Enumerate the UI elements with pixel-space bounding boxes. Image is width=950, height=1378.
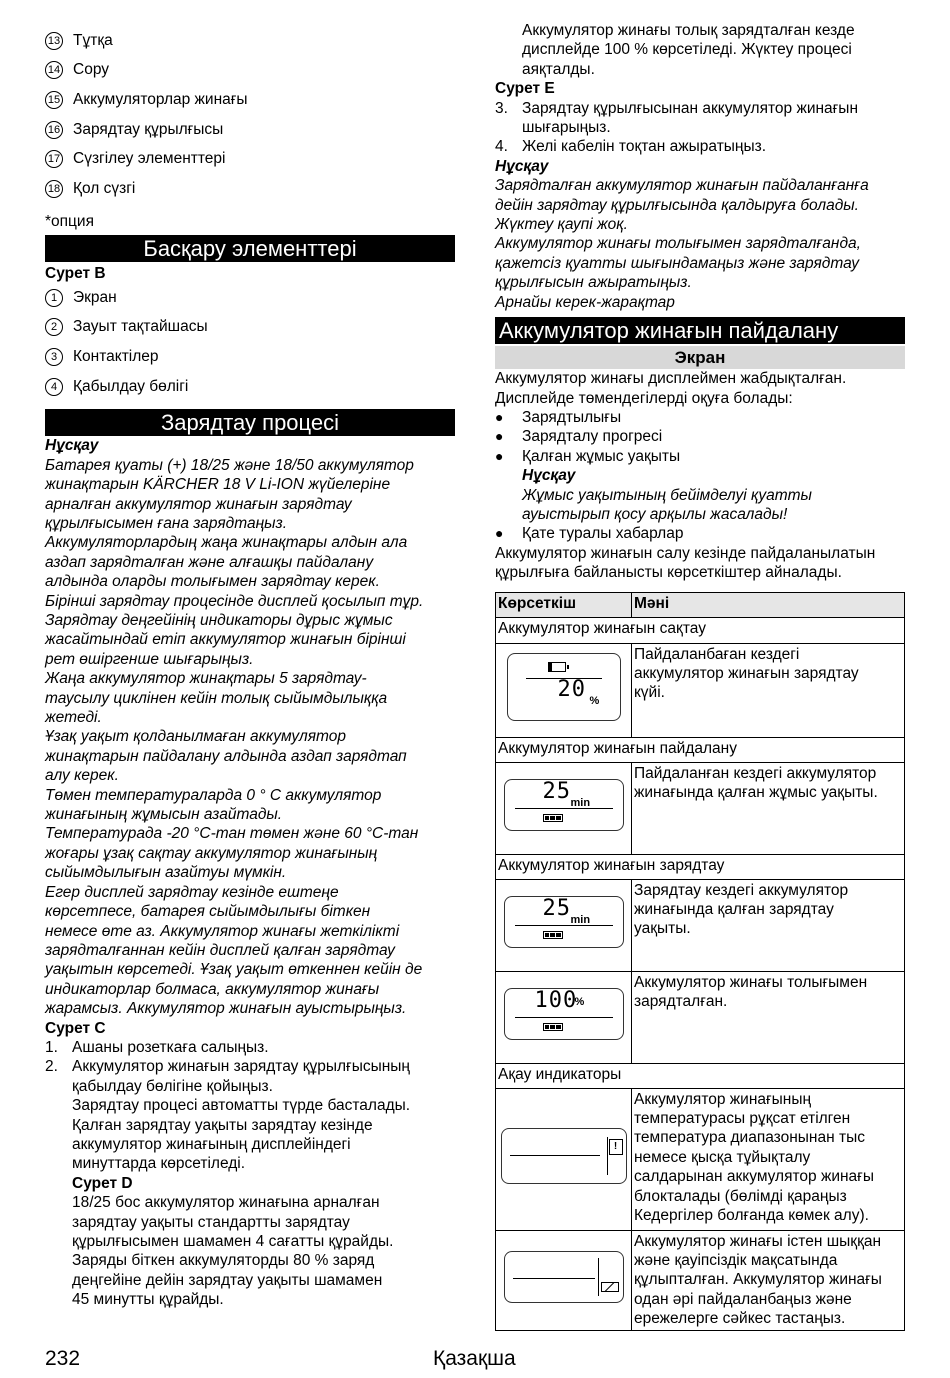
thermometer-icon: !	[609, 1139, 623, 1155]
step-4-text: Желі кабелін тоқтан ажыратыңыз.	[522, 138, 767, 156]
bullet-text: Қалған жұмыс уақыты	[522, 447, 681, 465]
item-label: Контактілер	[73, 347, 159, 365]
sub-note-label: Нұсқау	[522, 467, 576, 485]
item-label: Зауыт тақтайшасы	[73, 318, 208, 336]
text-line: аккумулятор жинағының дисплейіндегі	[72, 1135, 351, 1153]
storage-note	[495, 176, 905, 312]
text-line: Аккумулятор жинағының	[634, 1090, 812, 1108]
legend-item	[45, 174, 455, 204]
text-line: уақыты.	[634, 920, 691, 938]
table-section: Аккумулятор жинағын пайдалану	[496, 737, 905, 762]
text-line: Қалған зарядтау уақыты зарядтау кезінде	[72, 1116, 373, 1134]
text-line: құрылғысымен шамамен 4 сағатты құрайды.	[72, 1233, 394, 1250]
text-line: зарядталғаннан кейін дисплей қалған зарядтау	[45, 941, 395, 959]
note-label: Нұсқау	[45, 437, 99, 455]
figure-c-label: Сурет C	[45, 1019, 106, 1037]
step-3-text	[522, 99, 858, 138]
step-1-number: 1.	[45, 1038, 58, 1056]
text-line: температура диапазонынан тыс	[634, 1129, 865, 1147]
text-line: деңгейіне дейін зарядтау уақыты шамамен	[72, 1271, 383, 1289]
text-line: немесе қысқа тұйықталу	[634, 1148, 811, 1166]
bullet-dot: ●	[495, 447, 504, 464]
control-item	[45, 313, 455, 343]
text-line: Бірінші зарядтау процесінде дисплей қосылып тұр.	[45, 592, 424, 610]
text-line: арналған аккумулятор жинағын зарядтау	[45, 495, 352, 513]
battery-icon	[543, 931, 563, 939]
text-line: қабылдау бөлігіне қойыңыз.	[72, 1077, 273, 1095]
indicator-table	[495, 592, 905, 1331]
text-line: Зарядтау кездегі аккумулятор	[634, 881, 849, 899]
text-line: күйі.	[634, 684, 665, 702]
bullet-item	[495, 408, 905, 427]
lcd-unit: %	[574, 996, 585, 1009]
lcd-usage	[496, 762, 632, 854]
text-line: жоғары ұзақ сақтау аккумулятор жинағының	[45, 844, 378, 862]
text-line: Арнайы керек-жарақтар	[495, 293, 675, 311]
text-line: Зарядталған аккумулятор жинағын пайдаланғанға	[495, 177, 869, 195]
text-line: Аккумулятор жинағын зарядтау құрылғысының	[72, 1058, 410, 1076]
item-number: 17	[45, 150, 63, 168]
item-number: 3	[45, 348, 63, 366]
item-number: 4	[45, 378, 63, 396]
lcd-display	[504, 779, 624, 831]
text-line: ауыстырып қосу арқылы жасалады!	[522, 505, 788, 523]
lcd-value: 20	[557, 677, 586, 703]
bullet-dot: ●	[495, 408, 504, 425]
text-line: Төмен температураларда 0 ° C аккумулятор	[45, 786, 382, 804]
text-line: Зарядтау деңгейінің индикаторы дұрыс жұмыс	[45, 612, 393, 629]
controls-heading: Басқару элементтері	[45, 235, 455, 262]
text-line: одан әрі пайдаланбаңыз және	[634, 1290, 852, 1308]
lcd-storage	[496, 643, 632, 737]
text-line: уақытын көрсетеді. Ұзақ уақыт өткеннен кейін де	[45, 961, 423, 979]
text-line: Зарядтау құрылғысынан аккумулятор жинағын	[522, 99, 859, 117]
bullet-dot: ●	[495, 525, 504, 542]
figure-e-label: Сурет E	[495, 80, 555, 98]
text-line: жарамсыз. Аккумулятор жинағын ауыстырыңыз.	[45, 1000, 407, 1018]
text-line: жинақтарын пайдалану алдында аздап зарядтап	[45, 747, 407, 765]
text-line: аяқталды.	[522, 60, 595, 78]
battery-icon	[543, 814, 563, 822]
step-2-text	[72, 1057, 410, 1173]
sub-note-text	[522, 486, 905, 525]
text-line: құрылғыға байланысты көрсеткіштер айналады.	[495, 564, 842, 582]
lcd-unit: min	[570, 797, 591, 810]
battery-icon	[543, 1023, 563, 1031]
text-line: және қауіпсіздік мақсатында	[634, 1251, 838, 1269]
item-number: 13	[45, 32, 63, 50]
bullet-text: Зарядтылығы	[522, 408, 622, 426]
text-line: Кедергілер болғанда көмек алу).	[634, 1207, 869, 1224]
item-number: 15	[45, 91, 63, 109]
footer-language: Қазақша	[433, 1347, 516, 1370]
text-line: Аккумулятор жинағы толығымен	[634, 973, 868, 991]
text-line: Аккумулятор жинағы толық зарядталған кезде	[522, 22, 855, 39]
text-line: таусылу циклінен кейін толық сыйымдылыққа	[45, 689, 388, 707]
bullet-text: Қате туралы хабарлар	[522, 525, 684, 543]
legend-item	[45, 56, 455, 86]
table-section: Ақау индикаторы	[496, 1063, 905, 1088]
text-line: қажетсіз қуатты шығындамаңыз және зарядтау	[495, 254, 859, 272]
lcd-full	[496, 971, 632, 1063]
text-line: немесе өте аз. Аккумулятор жинағы жеткілікті	[45, 922, 400, 940]
option-note: *опция	[45, 212, 94, 230]
text-line: Пайдаланбаған кездегі	[634, 645, 800, 663]
text-line: Егер дисплей зарядтау кезінде ештеңе	[45, 883, 339, 901]
text-line: Батарея қуаты (+) 18/25 және 18/50 аккумулятор	[45, 456, 414, 474]
table-header-indicator: Көрсеткіш	[496, 592, 632, 617]
text-line: рет өшіргенше шығарыңыз.	[45, 650, 254, 668]
left-column	[45, 0, 455, 1310]
step-4-number: 4.	[495, 138, 508, 156]
text-line: жетеді.	[45, 709, 102, 727]
control-item	[45, 283, 455, 313]
text-line: 45 минутты құрайды.	[72, 1291, 224, 1309]
figure-b-label: Сурет B	[45, 264, 106, 282]
screen-intro	[495, 369, 905, 408]
bullet-item	[495, 447, 905, 466]
charging-heading: Зарядтау процесі	[45, 409, 455, 436]
text-line: Аккумулятор жинағы дисплеймен жабдықталған.	[495, 370, 847, 388]
legend-item	[45, 26, 455, 56]
text-line: алдында оларды толығымен зарядтау керек.	[45, 573, 380, 591]
text-line: Ұзақ уақыт қолданылмаған аккумулятор	[45, 728, 347, 746]
text-line: зарядтау уақыты стандартты зарядтау	[72, 1213, 350, 1231]
lcd-unit: min	[570, 914, 591, 927]
text-line: салдарынан аккумулятор жинағы	[634, 1168, 874, 1186]
step-2-more	[72, 1193, 410, 1309]
lcd-display	[504, 1251, 624, 1303]
item-label: Сүзгілеу элементтері	[73, 150, 226, 168]
right-column	[495, 0, 905, 1331]
text-line: сыйымдылығын азайтуы мүмкін.	[45, 864, 287, 882]
text-line: индикаторлар болмаса, аккумулятор жинағы	[45, 980, 380, 998]
text-line: дисплейде 100 % көрсетіледі. Жүктеу процесі	[522, 41, 852, 59]
text-line: Жаңа аккумулятор жинақтары 5 зарядтау-	[45, 670, 367, 688]
item-label: Экран	[73, 288, 117, 306]
text-line: аккумулятор жинағын зарядтау	[634, 664, 859, 682]
text-line: 18/25 бос аккумулятор жинағына арналған	[72, 1194, 380, 1212]
text-line: Жүктеу қаупі жоқ.	[495, 216, 628, 234]
text-line: көрсетпесе, батарея сыйымдылығы біткен	[45, 903, 371, 921]
text-line: зарядталған.	[634, 992, 728, 1010]
row-storage-meaning	[632, 643, 905, 737]
control-item	[45, 372, 455, 402]
bullet-text: Зарядталу прогресі	[522, 428, 663, 446]
item-number: 16	[45, 121, 63, 139]
item-number: 2	[45, 318, 63, 336]
screen-outro	[495, 544, 905, 583]
sub-note	[495, 466, 905, 524]
step-2-number: 2.	[45, 1058, 58, 1076]
text-line: Аккумулятор жинағы толығымен зарядталғанда,	[495, 235, 861, 253]
text-line: ережелерге сәйкес тастаңыз.	[634, 1310, 846, 1328]
legend-item	[45, 85, 455, 115]
row-charging-meaning	[632, 879, 905, 971]
text-line: Дисплейде төмендегілерді оқуға болады:	[495, 389, 793, 407]
figure-d-label: Сурет D	[72, 1174, 133, 1192]
bullet-item	[495, 524, 905, 543]
lcd-charging	[496, 879, 632, 971]
lcd-display	[504, 896, 624, 948]
item-label: Қол сүзгі	[73, 179, 136, 197]
page-number: 232	[45, 1347, 81, 1370]
charging-note	[45, 456, 455, 1019]
text-line: жинағында қалған зарядтау	[634, 900, 834, 918]
lcd-value: 100	[534, 988, 578, 1014]
text-line: Пайдаланған кездегі аккумулятор	[634, 764, 877, 782]
bullet-dot: ●	[495, 428, 504, 445]
table-section: Аккумулятор жинағын зарядтау	[496, 854, 905, 879]
control-item	[45, 342, 455, 372]
legend-item	[45, 144, 455, 174]
text-line: температурасы рұқсат етілген	[634, 1109, 851, 1127]
step-2	[45, 1057, 455, 1309]
item-number: 14	[45, 61, 63, 79]
text-line: дейін зарядтау құрылғысында қалдыруға болады.	[495, 196, 859, 214]
text-line: минуттарда көрсетіледі.	[72, 1155, 246, 1173]
text-line: жинағында қалған жұмыс уақыты.	[634, 783, 878, 801]
text-line: жинақтарын KÄRCHER 18 V Li-ION жүйелеріне	[45, 476, 391, 494]
step-1-text: Ашаны розеткаға салыңыз.	[72, 1038, 269, 1056]
item-label: Қабылдау бөлігі	[73, 377, 189, 395]
lcd-value: 25	[542, 896, 571, 922]
text-line: Жұмыс уақытының бейімделуі қуатты	[522, 486, 812, 504]
text-line: құрылғысын ажыратыңыз.	[495, 274, 692, 292]
text-line: құрылғысымен ғана зарядтаңыз.	[45, 514, 288, 532]
lcd-defect	[496, 1230, 632, 1330]
screen-heading: Экран	[495, 346, 905, 369]
lcd-display	[504, 988, 624, 1040]
legend-list	[45, 26, 455, 204]
row-temp-error-meaning	[632, 1088, 905, 1230]
text-line: жасайтындай етіп аккумулятор жинағын бірінші	[45, 631, 406, 649]
text-line: Аккумулятор жинағы істен шыққан	[634, 1232, 882, 1250]
text-line: Аккумуляторлардың жаңа жинақтары алдын ала	[45, 534, 408, 552]
text-line: жинағының жұмысын азайтады.	[45, 806, 283, 824]
step-3	[495, 99, 905, 138]
row-usage-meaning	[632, 762, 905, 854]
text-line: блокталады (бөлімді қараңыз	[634, 1187, 847, 1205]
text-line: құлыпталған. Аккумулятор жинағы	[634, 1271, 882, 1289]
usage-heading: Аккумулятор жинағын пайдалану	[495, 317, 905, 344]
note-label-right: Нұсқау	[495, 157, 549, 175]
item-label: Зарядтау құрылғысы	[73, 120, 224, 138]
text-line: Аккумулятор жинағын салу кезінде пайдаланылатын	[495, 544, 876, 562]
row-full-meaning	[632, 971, 905, 1063]
lcd-temp-error	[496, 1088, 632, 1230]
text-line: Температурада -20 °C-тан төмен және 60 °C-тан	[45, 825, 419, 843]
lcd-display	[501, 1128, 627, 1184]
text-line: Заряды біткен аккумуляторды 80 % заряд	[72, 1252, 375, 1270]
bullet-item	[495, 427, 905, 446]
continued-text	[495, 21, 905, 79]
text-line: Зарядтау процесі автоматты түрде басталады.	[72, 1097, 411, 1115]
battery-icon	[548, 662, 566, 672]
row-defect-meaning	[632, 1230, 905, 1330]
item-number: 1	[45, 289, 63, 307]
item-number: 18	[45, 180, 63, 198]
text-line: аздап зарядталған және алғашқы пайдалану	[45, 553, 374, 571]
item-label: Аккумуляторлар жинағы	[73, 90, 248, 108]
legend-item	[45, 115, 455, 145]
text-line: алу керек.	[45, 767, 119, 785]
table-header-meaning: Мәні	[632, 592, 905, 617]
step-4	[495, 137, 905, 156]
lcd-unit: %	[589, 695, 600, 708]
item-label: Сору	[73, 61, 110, 79]
item-label: Тұтқа	[73, 31, 113, 49]
table-section: Аккумулятор жинағын сақтау	[496, 617, 905, 643]
display-bullets	[495, 408, 905, 466]
broken-battery-icon	[601, 1282, 619, 1292]
lcd-value: 25	[542, 779, 571, 805]
step-3-number: 3.	[495, 99, 508, 117]
step-1	[45, 1038, 455, 1057]
lcd-display	[507, 653, 621, 721]
text-line: шығарыңыз.	[522, 119, 611, 137]
controls-list	[45, 283, 455, 401]
